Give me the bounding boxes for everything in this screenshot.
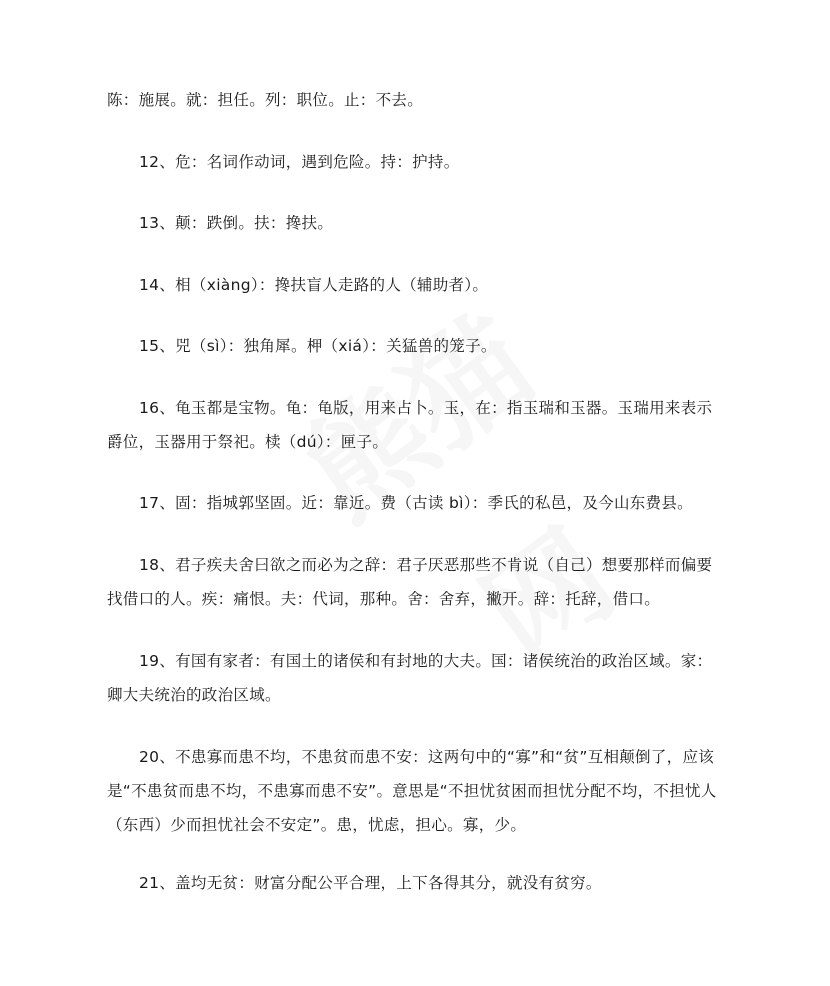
note-18: 18、君子疾夫舍曰欲之而必为之辞：君子厌恶那些不肯说（自己）想要那样而偏要找借口的人。疾：痛恨。夫：代词，那种。舍：舍弃，撇开。辞：托辞，借口。 (107, 556, 713, 608)
note-13: 13、颠：跌倒。扶：搀扶。 (139, 214, 334, 232)
paragraph-continuation: 陈：施展。就：担任。列：职位。止：不去。 (107, 91, 424, 109)
note-16: 16、龟玉都是宝物。龟：龟版，用来占卜。玉，在：指玉瑞和玉器。玉瑞用来表示爵位，玉器用于祭祀。椟（dú）：匣子。 (107, 399, 713, 451)
note-21: 21、盖均无贫：财富分配公平合理，上下各得其分，就没有贫穷。 (139, 874, 602, 892)
note-15: 15、兕（sì）：独角犀。柙（xiá）：关猛兽的笼子。 (139, 337, 497, 355)
note-19: 19、有国有家者：有国土的诸侯和有封地的大夫。国：诸侯统治的政治区域。家：卿大夫统治的政治区域。 (107, 652, 713, 704)
note-12: 12、危：名词作动词，遇到危险。持：护持。 (139, 153, 460, 171)
note-14: 14、相（xiàng）：搀扶盲人走路的人（辅助者）。 (139, 276, 489, 294)
note-17: 17、固：指城郭坚固。近：靠近。费（古读 bì）：季氏的私邑，及今山东费县。 (139, 494, 693, 512)
note-20: 20、不患寡而患不均，不患贫而患不安：这两句中的“寡”和“贫”互相颠倒了，应该是“不患贫而患不均，不患寡而患不安”。意思是“不担忧贫困而担忧分配不均，不担忧人（东西）少而担忧社会不安定”。患，忧虑，担心。寡，少。 (107, 748, 717, 834)
